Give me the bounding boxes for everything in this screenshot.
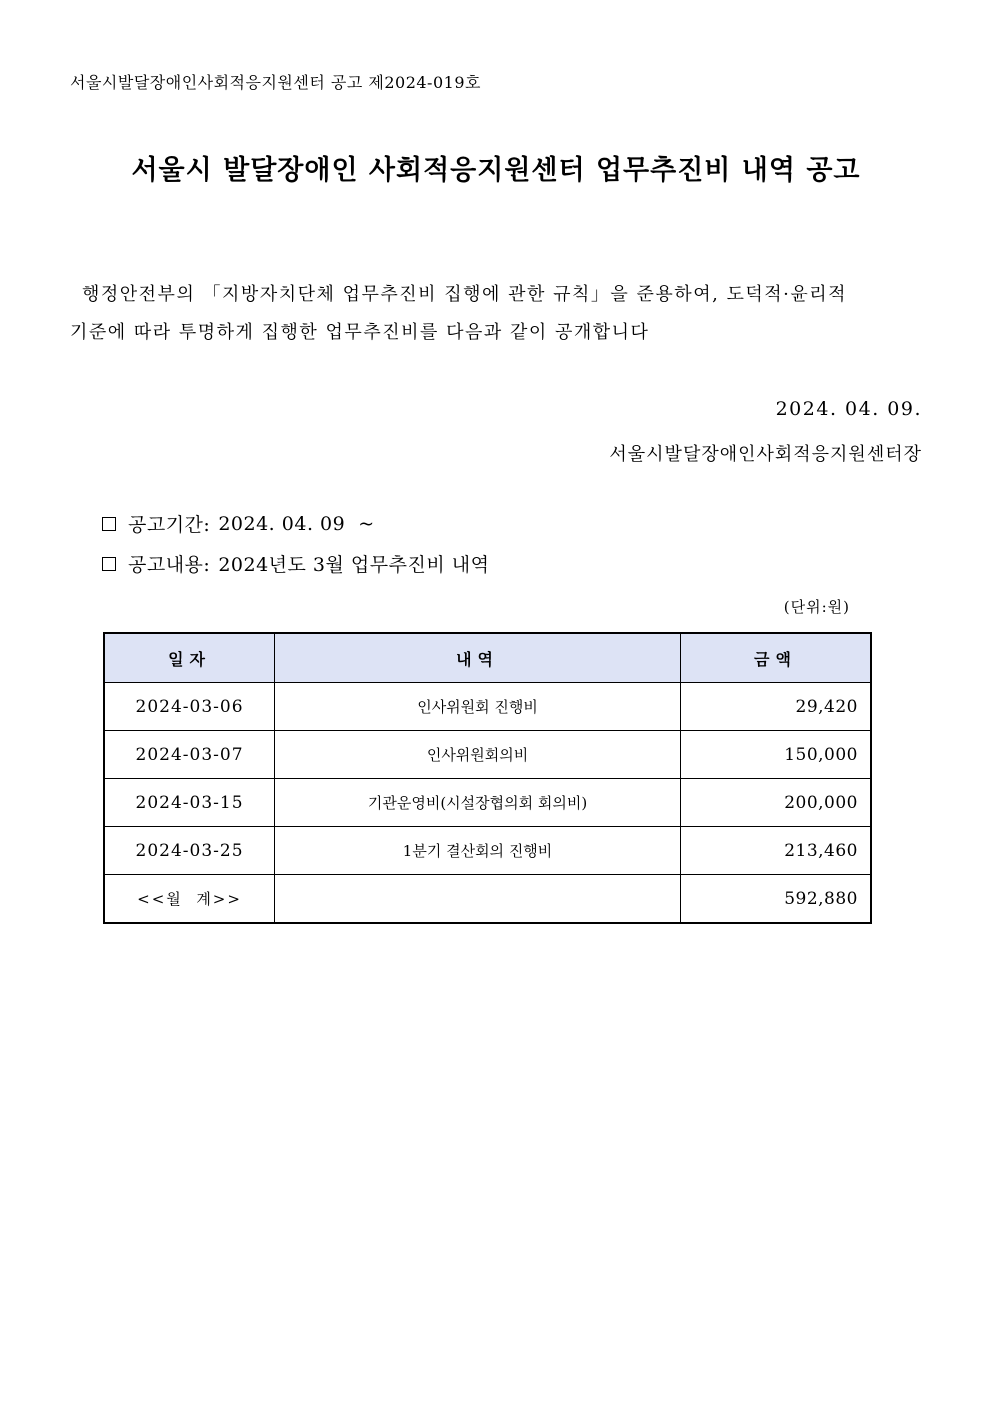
row-description: 기관운영비(시설장협의회 회의비) — [275, 779, 681, 827]
checkbox-icon — [102, 557, 116, 571]
body-line-1: 행정안전부의 「지방자치단체 업무추진비 집행에 관한 규칙」을 준용하여, 도덕적·윤리적 — [82, 284, 848, 305]
table-total-row — [104, 875, 871, 924]
row-amount: 150,000 — [680, 731, 871, 779]
total-description — [275, 875, 681, 924]
row-description: 인사위원회 진행비 — [275, 683, 681, 731]
notice-period — [102, 510, 375, 537]
header-description: 내역 — [275, 633, 681, 683]
body-paragraph — [70, 276, 922, 352]
notice-date: 2024. 04. 09. — [775, 398, 922, 420]
period-value: 2024. 04. 09 ~ — [218, 512, 375, 535]
body-line-2: 기준에 따라 투명하게 집행한 업무추진비를 다음과 같이 공개합니다 — [70, 322, 650, 343]
notice-number: 서울시발달장애인사회적응지원센터 공고 제2024-019호 — [70, 73, 481, 92]
notice-content — [102, 550, 489, 577]
row-date: 2024-03-06 — [104, 683, 275, 731]
total-amount: 592,880 — [680, 875, 871, 924]
row-date: 2024-03-15 — [104, 779, 275, 827]
content-value: 2024년도 3월 업무추진비 내역 — [218, 554, 490, 576]
issuer-name: 서울시발달장애인사회적응지원센터장 — [609, 444, 922, 465]
header-amount: 금액 — [680, 633, 871, 683]
checkbox-icon — [102, 517, 116, 531]
table-row — [104, 827, 871, 875]
row-description: 인사위원회의비 — [275, 731, 681, 779]
table-row — [104, 683, 871, 731]
content-label: 공고내용: — [128, 554, 211, 576]
total-label: <<월 계>> — [104, 875, 275, 924]
unit-label: (단위:원) — [783, 598, 850, 616]
row-date: 2024-03-07 — [104, 731, 275, 779]
row-date: 2024-03-25 — [104, 827, 275, 875]
header-date: 일자 — [104, 633, 275, 683]
table-row — [104, 731, 871, 779]
table-row — [104, 779, 871, 827]
row-amount: 29,420 — [680, 683, 871, 731]
table-header-row — [104, 633, 871, 683]
row-amount: 200,000 — [680, 779, 871, 827]
row-description: 1분기 결산회의 진행비 — [275, 827, 681, 875]
expense-table — [103, 632, 872, 924]
document-title: 서울시 발달장애인 사회적응지원센터 업무추진비 내역 공고 — [131, 155, 861, 186]
row-amount: 213,460 — [680, 827, 871, 875]
period-label: 공고기간: — [128, 514, 211, 536]
